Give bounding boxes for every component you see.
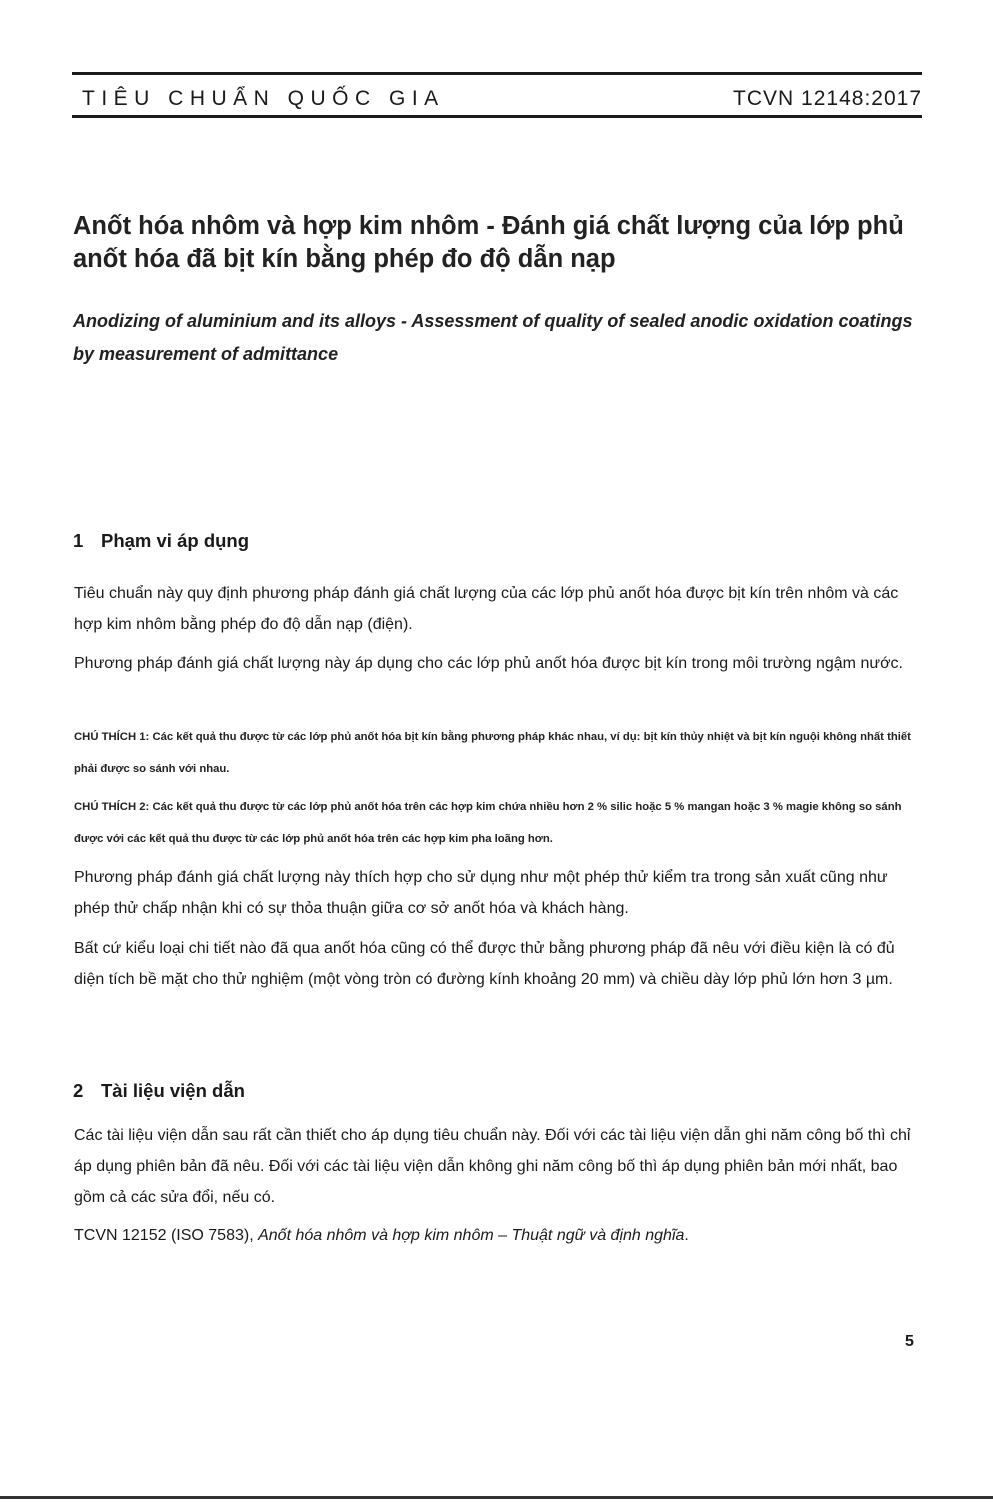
section-1-paragraph-4: Bất cứ kiểu loại chi tiết nào đã qua anốt hóa cũng có thể được thử bằng phương pháp đã nêu với điều kiện là có đủ diện tích bề mặt cho thử nghiệm (một vòng tròn có đường kính khoảng 20 mm) và chiều dày lớp phủ lớn hơn 3 µm. — [74, 940, 895, 988]
header-standard-code: TCVN 12148:2017 — [733, 87, 922, 110]
page-header — [72, 72, 922, 118]
reference-end: . — [684, 1227, 689, 1244]
section-2-number: 2 — [73, 1080, 84, 1101]
header-series-title: TIÊU CHUẨN QUỐC GIA — [82, 87, 445, 110]
normative-reference — [74, 1220, 920, 1251]
bottom-edge-line — [0, 1496, 993, 1499]
page-number: 5 — [905, 1333, 914, 1350]
document-title: Anốt hóa nhôm và hợp kim nhôm - Đánh giá chất lượng của lớp phủ anốt hóa đã bịt kín bằng phép đo độ dẫn nạp — [73, 212, 904, 273]
reference-title: Anốt hóa nhôm và hợp kim nhôm – Thuật ngữ và định nghĩa — [258, 1227, 685, 1244]
section-1-paragraph-3: Phương pháp đánh giá chất lượng này thích hợp cho sử dụng như một phép thử kiểm tra trong sản xuất cũng như phép thử chấp nhận khi có sự thỏa thuận giữa cơ sở anốt hóa và khách hàng. — [74, 869, 888, 917]
document-subtitle-english: Anodizing of aluminium and its alloys - Assessment of quality of sealed anodic oxidation coatings by measurement of admittance — [73, 311, 913, 364]
section-2-title: Tài liệu viện dẫn — [101, 1080, 245, 1101]
section-2-paragraph: Các tài liệu viện dẫn sau rất cần thiết cho áp dụng tiêu chuẩn này. Đối với các tài liệu viện dẫn ghi năm công bố thì chỉ áp dụng phiên bản đã nêu. Đối với các tài liệu viện dẫn không ghi năm công bố thì áp dụng phiên bản mới nhất, bao gồm cả các sửa đổi, nếu có. — [74, 1127, 911, 1206]
section-1-title: Phạm vi áp dụng — [101, 530, 250, 551]
section-1-number: 1 — [73, 530, 84, 551]
section-1-note-1: CHÚ THÍCH 1: Các kết quả thu được từ các lớp phủ anốt hóa bịt kín bằng phương pháp khác nhau, ví dụ: bịt kín thủy nhiệt và bịt kín nguội không nhất thiết phải được so sánh với nhau. — [74, 731, 911, 775]
section-1-paragraph-2: Phương pháp đánh giá chất lượng này áp dụng cho các lớp phủ anốt hóa được bịt kín trong môi trường ngậm nước. — [74, 655, 903, 672]
reference-code: TCVN 12152 (ISO 7583), — [74, 1227, 259, 1244]
section-2-heading — [73, 1080, 245, 1102]
section-1-heading — [73, 530, 249, 552]
section-1-note-2: CHÚ THÍCH 2: Các kết quả thu được từ các lớp phủ anốt hóa trên các hợp kim chứa nhiều hơn 2 % silic hoặc 5 % mangan hoặc 3 % magie không so sánh được với các kết quả thu được từ các lớp phủ anốt hóa trên các hợp kim pha loãng hơn. — [74, 801, 902, 845]
section-1-paragraph-1: Tiêu chuẩn này quy định phương pháp đánh giá chất lượng của các lớp phủ anốt hóa được bịt kín trên nhôm và các hợp kim nhôm bằng phép đo độ dẫn nạp (điện). — [74, 585, 899, 633]
